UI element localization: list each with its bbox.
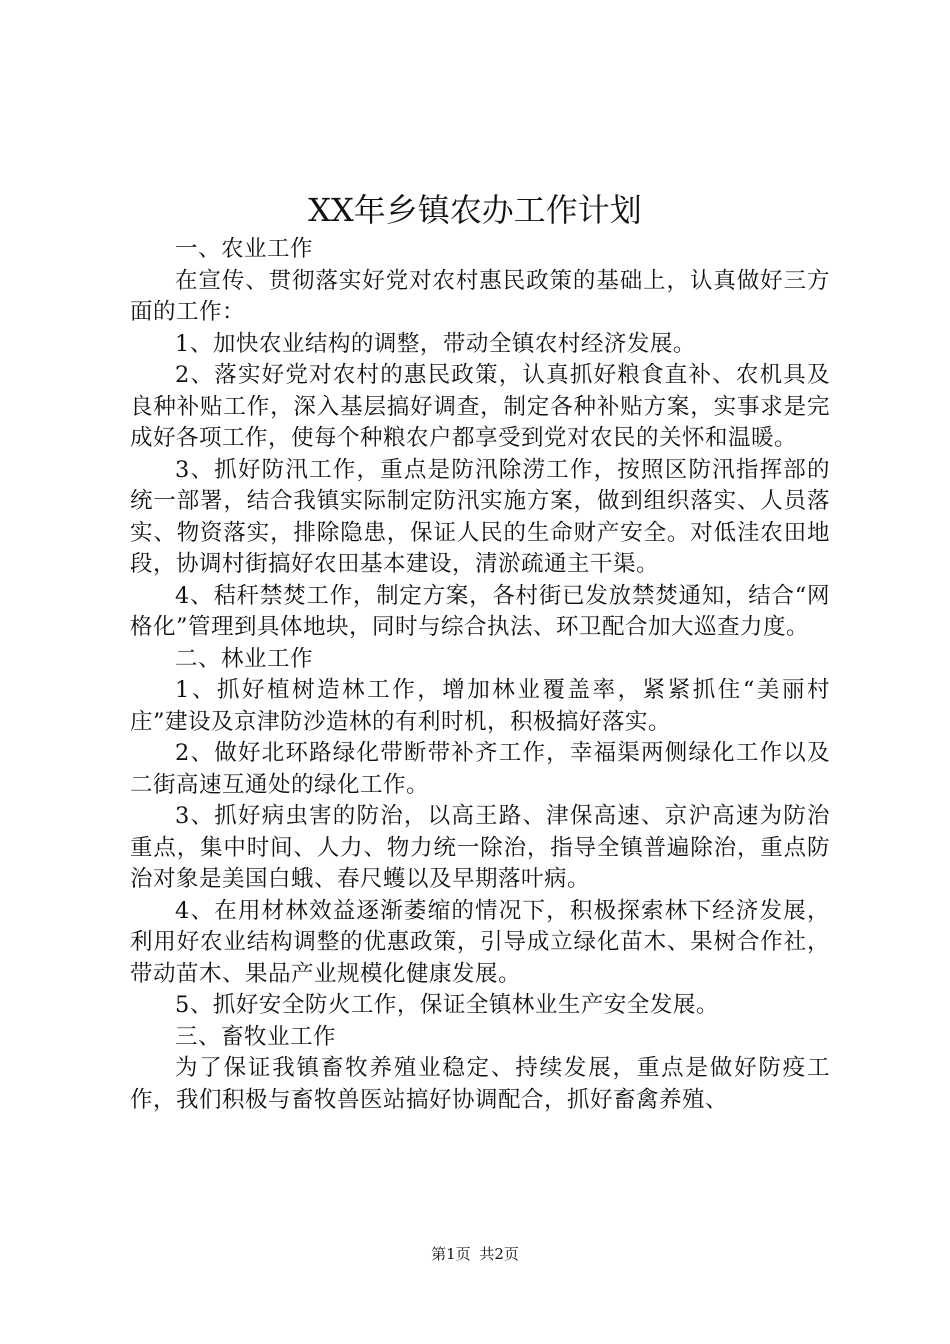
paragraph: 1、抓好植树造林工作，增加林业覆盖率，紧紧抓住“美丽村庄”建设及京津防沙造林的有利时机，积极搞好落实。	[130, 677, 830, 735]
page-total: 共2页	[479, 1245, 519, 1263]
paragraph: 3、抓好病虫害的防治，以高王路、津保高速、京沪高速为防治重点，集中时间、人力、物力统一除治，指导全镇普遍除治，重点防治对象是美国白蛾、春尺蠖以及早期落叶病。	[130, 803, 830, 892]
section-heading-agriculture: 一、农业工作	[175, 236, 314, 262]
page-number: 第1页	[431, 1245, 471, 1263]
paragraph: 5、抓好安全防火工作，保证全镇林业生产安全发展。	[175, 992, 719, 1018]
document-title: XX年乡镇农办工作计划	[308, 191, 642, 229]
paragraph: 3、抓好防汛工作，重点是防汛除涝工作，按照区防汛指挥部的统一部署，结合我镇实际制定防汛实施方案，做到组织落实、人员落实、物资落实，排除隐患，保证人民的生命财产安全。对低洼农田地段，协调村街搞好农田基本建设，清淤疏通主干渠。	[130, 456, 830, 577]
section-heading-livestock: 三、畜牧业工作	[175, 1023, 337, 1050]
paragraph: 为了保证我镇畜牧养殖业稳定、持续发展，重点是做好防疫工作，我们积极与畜牧兽医站搞好协调配合，抓好畜禽养殖、	[130, 1055, 830, 1113]
paragraph: 1、加快农业结构的调整，带动全镇农村经济发展。	[175, 330, 696, 357]
document-body	[130, 234, 830, 1116]
paragraph: 2、落实好党对农村的惠民政策，认真抓好粮食直补、农机具及良种补贴工作，深入基层搞好调查，制定各种补贴方案，实事求是完成好各项工作，使每个种粮农户都享受到党对农民的关怀和温暖。	[130, 362, 830, 451]
paragraph: 在宣传、贯彻落实好党对农村惠民政策的基础上，认真做好三方面的工作：	[130, 267, 830, 325]
paragraph: 2、做好北环路绿化带断带补齐工作，幸福渠两侧绿化工作以及二街高速互通处的绿化工作。	[130, 740, 830, 798]
page-footer	[0, 1244, 950, 1264]
paragraph: 4、秸秆禁焚工作，制定方案，各村街已发放禁焚通知，结合“网格化”管理到具体地块，同时与综合执法、环卫配合加大巡查力度。	[130, 582, 830, 640]
paragraph: 4、在用材林效益逐渐萎缩的情况下，积极探索林下经济发展，利用好农业结构调整的优惠政策，引导成立绿化苗木、果树合作社，带动苗木、果品产业规模化健康发展。	[130, 897, 830, 987]
section-heading-forestry: 二、林业工作	[175, 645, 314, 672]
